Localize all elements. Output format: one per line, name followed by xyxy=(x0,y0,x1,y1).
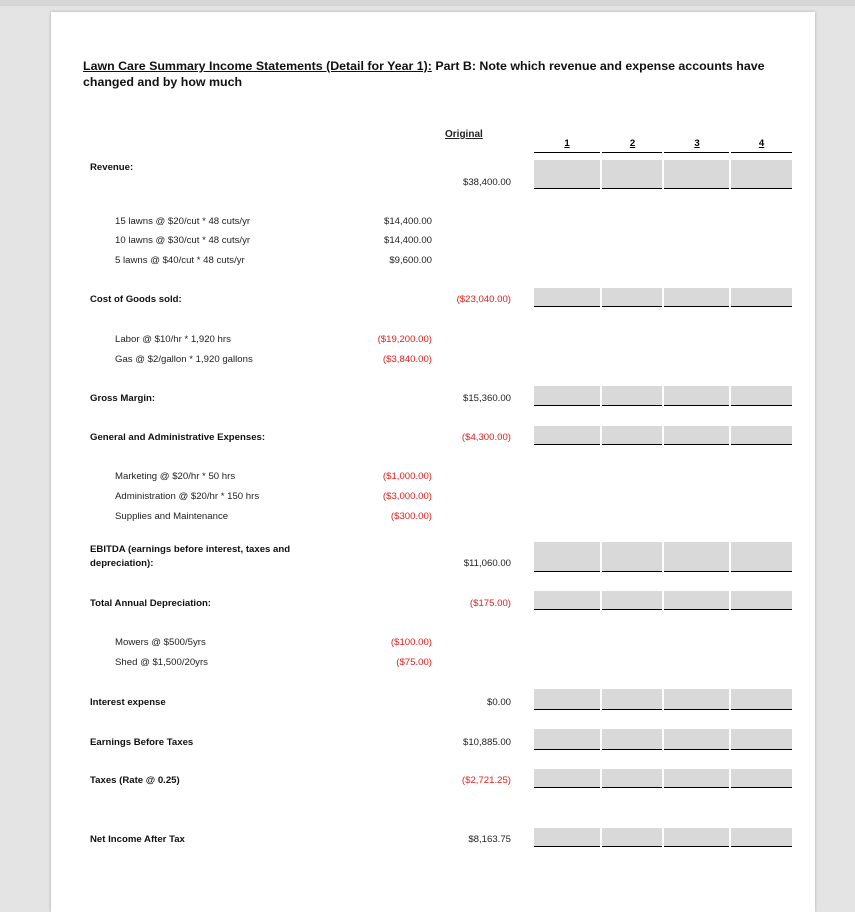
answer-cell[interactable] xyxy=(602,591,662,610)
answer-cell[interactable] xyxy=(731,591,792,610)
answer-cell[interactable] xyxy=(534,386,600,406)
column-underline-2 xyxy=(602,152,662,153)
answer-cell[interactable] xyxy=(664,591,729,610)
title-rest: Part B: Note which revenue and expense accounts have changed and by how much xyxy=(83,59,765,89)
answer-cell[interactable] xyxy=(664,542,729,572)
cogs-item-value: ($19,200.00) xyxy=(377,334,432,345)
answer-cell[interactable] xyxy=(664,769,729,788)
gna-item-label: Marketing @ $20/hr * 50 hrs xyxy=(115,471,236,482)
cogs-item-label: Gas @ $2/gallon * 1,920 gallons xyxy=(115,354,253,365)
taxes-label: Taxes (Rate @ 0.25) xyxy=(90,775,180,786)
answer-cell[interactable] xyxy=(664,689,729,710)
answer-cell[interactable] xyxy=(664,426,729,445)
revenue-total: $38,400.00 xyxy=(462,177,511,188)
document-page xyxy=(51,12,815,912)
column-header-1: 1 xyxy=(564,138,570,149)
ebt-label: Earnings Before Taxes xyxy=(90,737,194,748)
answer-cell[interactable] xyxy=(731,689,792,710)
answer-cell[interactable] xyxy=(731,160,792,189)
revenue-item-label: 10 lawns @ $30/cut * 48 cuts/yr xyxy=(115,235,251,246)
depreciation-label: Total Annual Depreciation: xyxy=(90,598,211,609)
revenue-item-value: $14,400.00 xyxy=(383,216,432,227)
answer-cell[interactable] xyxy=(731,386,792,406)
answer-cell[interactable] xyxy=(602,729,662,750)
answer-cell[interactable] xyxy=(534,426,600,445)
answer-cell[interactable] xyxy=(664,386,729,406)
depreciation-item-label: Shed @ $1,500/20yrs xyxy=(115,657,208,668)
net-income-total: $8,163.75 xyxy=(468,834,511,845)
net-income-label: Net Income After Tax xyxy=(90,834,185,845)
answer-cell[interactable] xyxy=(731,828,792,847)
revenue-item-label: 15 lawns @ $20/cut * 48 cuts/yr xyxy=(115,216,251,227)
revenue-item-value: $9,600.00 xyxy=(389,255,432,266)
column-header-4: 4 xyxy=(758,138,765,149)
answer-cell[interactable] xyxy=(602,542,662,572)
column-underline-4 xyxy=(731,152,792,153)
answer-cell[interactable] xyxy=(602,769,662,788)
gross-margin-label: Gross Margin: xyxy=(90,393,156,404)
gross-margin-total: $15,360.00 xyxy=(462,393,511,404)
answer-cell[interactable] xyxy=(534,591,600,610)
answer-cell[interactable] xyxy=(602,426,662,445)
answer-cell[interactable] xyxy=(534,542,600,572)
column-header-original: Original xyxy=(445,129,483,140)
depreciation-item-value: ($75.00) xyxy=(396,657,432,668)
column-header-3: 3 xyxy=(694,138,700,149)
column-underline-3 xyxy=(664,152,729,153)
revenue-item-label: 5 lawns @ $40/cut * 48 cuts/yr xyxy=(115,255,245,266)
answer-cell[interactable] xyxy=(534,689,600,710)
gna-item-label: Supplies and Maintenance xyxy=(115,511,229,522)
revenue-item-value: $14,400.00 xyxy=(383,235,432,246)
gna-item-value: ($300.00) xyxy=(390,511,432,522)
answer-cell[interactable] xyxy=(602,828,662,847)
ebitda-total: $11,060.00 xyxy=(463,558,511,569)
answer-cell[interactable] xyxy=(664,160,729,189)
ebitda-label-line2: depreciation): xyxy=(90,558,154,569)
gna-item-value: ($1,000.00) xyxy=(382,471,432,482)
answer-cell[interactable] xyxy=(602,288,662,307)
answer-cell[interactable] xyxy=(731,729,792,750)
depreciation-item-label: Mowers @ $500/5yrs xyxy=(115,637,206,648)
answer-cell[interactable] xyxy=(602,386,662,406)
taxes-total: ($2,721.25) xyxy=(461,775,511,786)
gna-total: ($4,300.00) xyxy=(461,432,511,443)
answer-cell[interactable] xyxy=(731,769,792,788)
answer-cell[interactable] xyxy=(731,542,792,572)
answer-cell[interactable] xyxy=(664,288,729,307)
gna-item-value: ($3,000.00) xyxy=(382,491,432,502)
window-top-bar xyxy=(0,0,855,6)
cogs-label: Cost of Goods sold: xyxy=(90,294,182,305)
depreciation-total: ($175.00) xyxy=(469,598,511,609)
answer-cell[interactable] xyxy=(664,828,729,847)
ebitda-label-line1: EBITDA (earnings before interest, taxes and xyxy=(90,544,291,555)
cogs-total: ($23,040.00) xyxy=(456,294,511,305)
document-title xyxy=(83,58,783,90)
answer-cell[interactable] xyxy=(534,769,600,788)
answer-cell[interactable] xyxy=(731,426,792,445)
interest-total: $0.00 xyxy=(486,697,511,708)
column-underline-1 xyxy=(534,152,600,153)
answer-cell[interactable] xyxy=(731,288,792,307)
answer-cell[interactable] xyxy=(534,160,600,189)
answer-cell[interactable] xyxy=(534,828,600,847)
gna-item-label: Administration @ $20/hr * 150 hrs xyxy=(115,491,260,502)
interest-label: Interest expense xyxy=(90,697,166,708)
title-underlined: Lawn Care Summary Income Statements (Detail for Year 1): xyxy=(83,59,432,73)
ebt-total: $10,885.00 xyxy=(462,737,511,748)
gna-label: General and Administrative Expenses: xyxy=(90,432,266,443)
answer-cell[interactable] xyxy=(664,729,729,750)
column-header-2: 2 xyxy=(629,138,636,149)
cogs-item-label: Labor @ $10/hr * 1,920 hrs xyxy=(115,334,231,345)
cogs-item-value: ($3,840.00) xyxy=(382,354,432,365)
answer-cell[interactable] xyxy=(534,729,600,750)
answer-cell[interactable] xyxy=(602,160,662,189)
revenue-label: Revenue: xyxy=(90,162,134,173)
answer-cell[interactable] xyxy=(602,689,662,710)
depreciation-item-value: ($100.00) xyxy=(390,637,432,648)
answer-cell[interactable] xyxy=(534,288,600,307)
